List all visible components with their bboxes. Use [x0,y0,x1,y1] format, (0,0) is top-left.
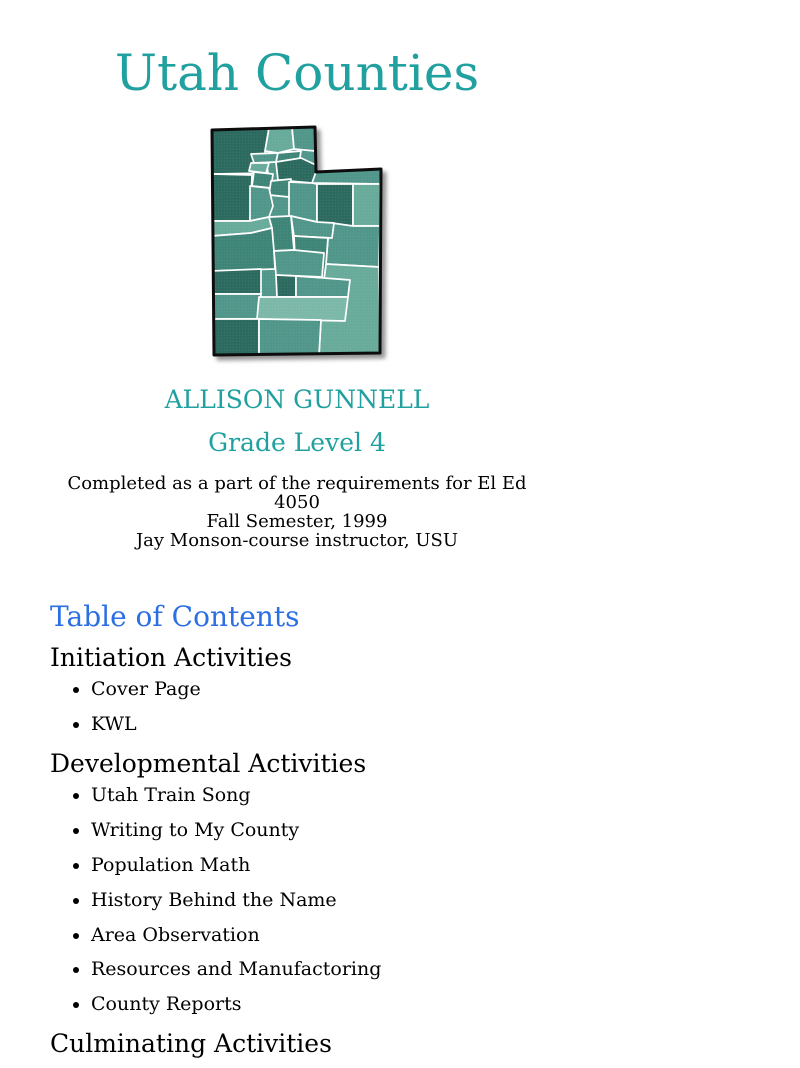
toc-item-population-math[interactable]: • Population Math [91,855,544,877]
utah-map-figure [50,124,544,363]
credits-line-3: Jay Monson-course instructor, USU [135,530,459,551]
toc-heading: Table of Contents [50,600,300,633]
toc-item-area-observation[interactable]: • Area Observation [91,925,544,947]
toc-section-initiation: Initiation Activities [50,643,292,673]
toc-section-developmental: Developmental Activities [50,749,367,779]
toc-item-kwl[interactable]: • KWL [91,714,544,736]
county-shapes [212,127,381,355]
credits-line-2: Fall Semester, 1999 [206,511,388,532]
toc-item-history-behind-the-name[interactable]: • History Behind the Name [91,890,544,912]
toc-item-utah-train-song[interactable]: • Utah Train Song [91,785,544,807]
toc-item-writing-to-my-county[interactable]: • Writing to My County [91,820,544,842]
toc-item-resources-and-manufactoring[interactable]: • Resources and Manufactoring [91,959,544,981]
toc-item-county-reports[interactable]: • County Reports [91,994,544,1016]
toc-list-initiation [50,679,544,736]
page [50,44,544,1058]
credits [50,474,544,550]
page-title: Utah Counties [114,44,480,102]
utah-counties-map [208,124,386,359]
grade-level: Grade Level 4 [208,428,386,457]
toc-list-developmental [50,785,544,1016]
toc-item-cover-page[interactable]: • Cover Page [91,679,544,701]
credits-line-1: Completed as a part of the requirements for El Ed 4050 [67,473,527,513]
author-name: ALLISON GUNNELL [164,385,430,414]
toc-section-culminating: Culminating Activities [50,1029,332,1059]
